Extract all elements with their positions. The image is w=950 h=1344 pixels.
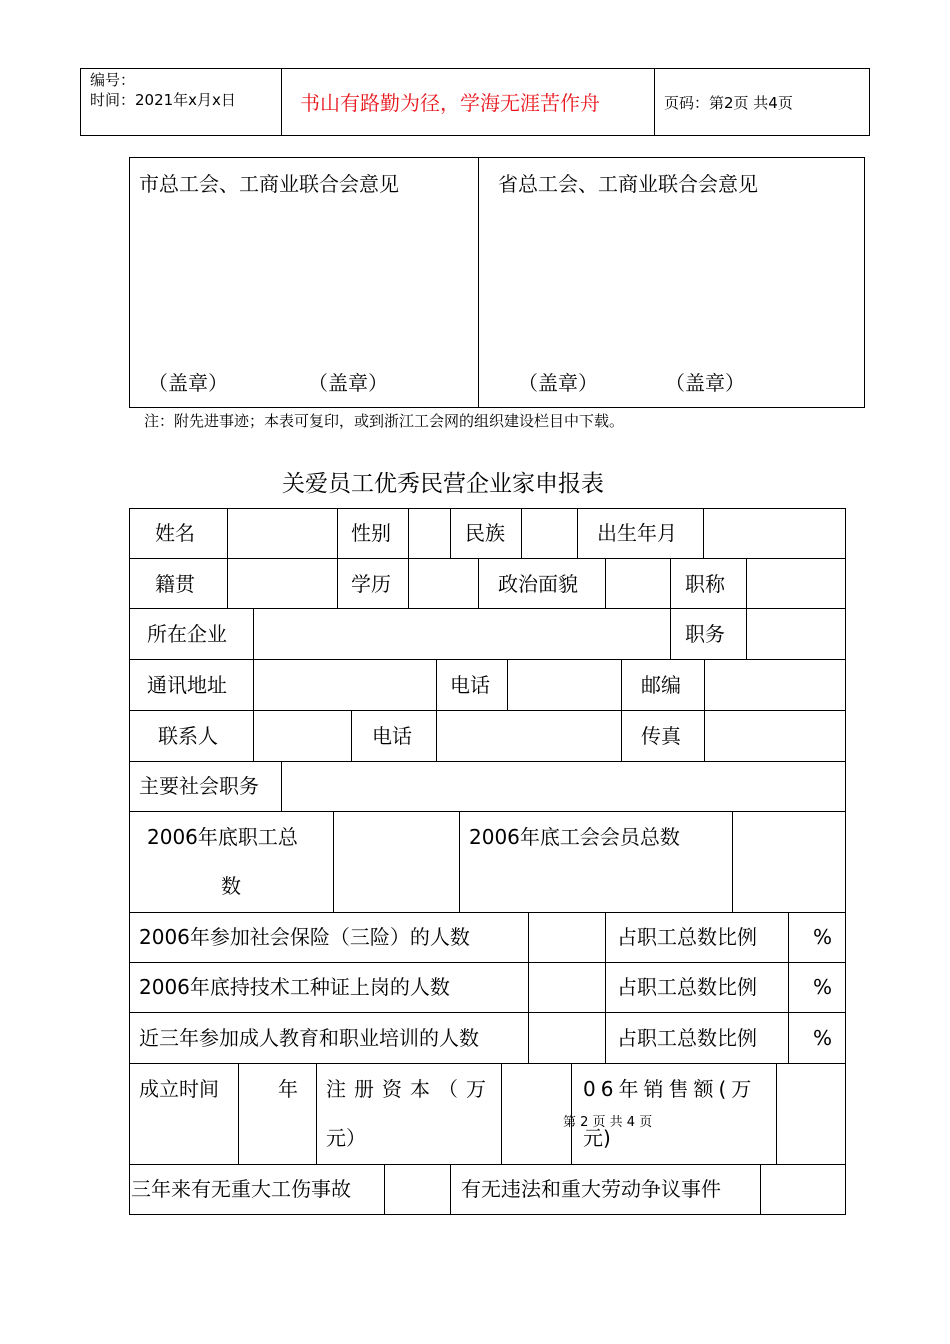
label-year: 年 xyxy=(278,1077,298,1101)
col-line xyxy=(384,1164,385,1215)
col-line xyxy=(351,710,352,761)
col-line xyxy=(507,659,508,710)
col-line xyxy=(571,1063,572,1164)
label-name: 姓名 xyxy=(155,521,195,545)
col-line xyxy=(621,659,622,710)
note: 注：附先进事迹；本表可复印，或到浙江工会网的组织建设栏目中下载。 xyxy=(144,412,625,430)
label-capital: 注册资本（万 xyxy=(326,1077,494,1101)
percent-sign: % xyxy=(813,925,833,949)
label-ratio: 占职工总数比例 xyxy=(617,1026,757,1050)
col-line xyxy=(227,508,228,558)
col-line xyxy=(333,811,334,912)
col-line xyxy=(776,1063,777,1164)
label-staff-total-cont: 数 xyxy=(221,874,241,898)
label-gender: 性别 xyxy=(351,521,391,545)
row-line xyxy=(129,608,846,609)
label-founded: 成立时间 xyxy=(139,1077,219,1101)
label-political: 政治面貌 xyxy=(498,572,578,596)
row-line xyxy=(129,962,846,963)
row-line xyxy=(129,558,846,559)
col-line xyxy=(253,659,254,710)
page-info: 页码：第2页 共4页 xyxy=(664,94,793,112)
col-line xyxy=(253,710,254,761)
label-capital-cont: 元） xyxy=(326,1126,366,1150)
time-label: 时间：2021年x月x日 xyxy=(90,91,236,109)
col-line xyxy=(436,659,437,710)
label-position: 职务 xyxy=(685,622,725,646)
seal-label: （盖章） xyxy=(308,371,388,395)
col-line xyxy=(621,710,622,761)
col-line xyxy=(704,710,705,761)
col-line xyxy=(577,508,578,558)
col-line xyxy=(703,508,704,558)
label-education: 学历 xyxy=(351,572,391,596)
label-staff-total: 2006年底职工总 xyxy=(147,825,298,849)
percent-sign: % xyxy=(813,975,833,999)
seal-label: （盖章） xyxy=(665,371,745,395)
col-line xyxy=(337,508,338,558)
label-sales-cont: 元) xyxy=(583,1126,611,1150)
label-violation: 有无违法和重大劳动争议事件 xyxy=(461,1177,721,1201)
motto: 书山有路勤为径，学海无涯苦作舟 xyxy=(300,91,600,115)
label-cert: 2006年底持技术工种证上岗的人数 xyxy=(139,975,450,999)
label-title-rank: 职称 xyxy=(685,572,725,596)
col-line xyxy=(478,558,479,608)
page-footer: 第 2 页 共 4 页 xyxy=(563,1115,653,1130)
col-line xyxy=(316,1063,317,1164)
col-line xyxy=(670,608,671,659)
col-line xyxy=(253,608,254,659)
seal-label: （盖章） xyxy=(518,371,598,395)
label-phone: 电话 xyxy=(372,724,412,748)
label-insurance: 2006年参加社会保险（三险）的人数 xyxy=(139,925,470,949)
label-ratio: 占职工总数比例 xyxy=(617,975,757,999)
col-line xyxy=(337,558,338,608)
header-divider xyxy=(654,68,655,136)
label-union-total: 2006年底工会会员总数 xyxy=(469,825,680,849)
row-line xyxy=(129,659,846,660)
label-company: 所在企业 xyxy=(147,622,227,646)
row-line xyxy=(129,1063,846,1064)
col-line xyxy=(521,508,522,558)
opinion-divider xyxy=(478,157,479,408)
form-title: 关爱员工优秀民营企业家申报表 xyxy=(282,471,604,497)
col-line xyxy=(238,1063,239,1164)
col-line xyxy=(227,558,228,608)
col-line xyxy=(605,912,606,1063)
col-line xyxy=(746,558,747,608)
province-opinion-title: 省总工会、工商业联合会意见 xyxy=(498,172,758,196)
label-postcode: 邮编 xyxy=(641,673,681,697)
label-fax: 传真 xyxy=(641,724,681,748)
city-opinion-title: 市总工会、工商业联合会意见 xyxy=(139,172,399,196)
col-line xyxy=(788,912,789,1063)
col-line xyxy=(450,1164,451,1215)
label-native: 籍贯 xyxy=(155,572,195,596)
header-divider xyxy=(281,68,282,136)
seal-label: （盖章） xyxy=(148,371,228,395)
col-line xyxy=(670,558,671,608)
col-line xyxy=(281,761,282,811)
row-line xyxy=(129,912,846,913)
row-line xyxy=(129,811,846,812)
application-form xyxy=(129,508,846,1215)
col-line xyxy=(528,912,529,1063)
code-label: 编号： xyxy=(90,71,136,89)
label-ratio: 占职工总数比例 xyxy=(617,925,757,949)
row-line xyxy=(129,1012,846,1013)
col-line xyxy=(450,508,451,558)
percent-sign: % xyxy=(813,1026,833,1050)
label-accident: 三年来有无重大工伤事故 xyxy=(131,1177,351,1201)
row-line xyxy=(129,761,846,762)
col-line xyxy=(501,1063,502,1164)
label-contact: 联系人 xyxy=(158,724,218,748)
col-line xyxy=(746,608,747,659)
label-training: 近三年参加成人教育和职业培训的人数 xyxy=(139,1026,479,1050)
row-line xyxy=(129,710,846,711)
col-line xyxy=(459,811,460,912)
label-birth: 出生年月 xyxy=(597,521,677,545)
col-line xyxy=(408,558,409,608)
col-line xyxy=(408,508,409,558)
label-sales: 06年销售额(万 xyxy=(583,1077,757,1101)
col-line xyxy=(605,558,606,608)
label-social-duty: 主要社会职务 xyxy=(139,774,259,798)
label-ethnicity: 民族 xyxy=(465,521,505,545)
col-line xyxy=(704,659,705,710)
label-address: 通讯地址 xyxy=(147,673,227,697)
col-line xyxy=(732,811,733,912)
col-line xyxy=(436,710,437,761)
row-line xyxy=(129,1164,846,1165)
label-phone: 电话 xyxy=(450,673,490,697)
col-line xyxy=(760,1164,761,1215)
